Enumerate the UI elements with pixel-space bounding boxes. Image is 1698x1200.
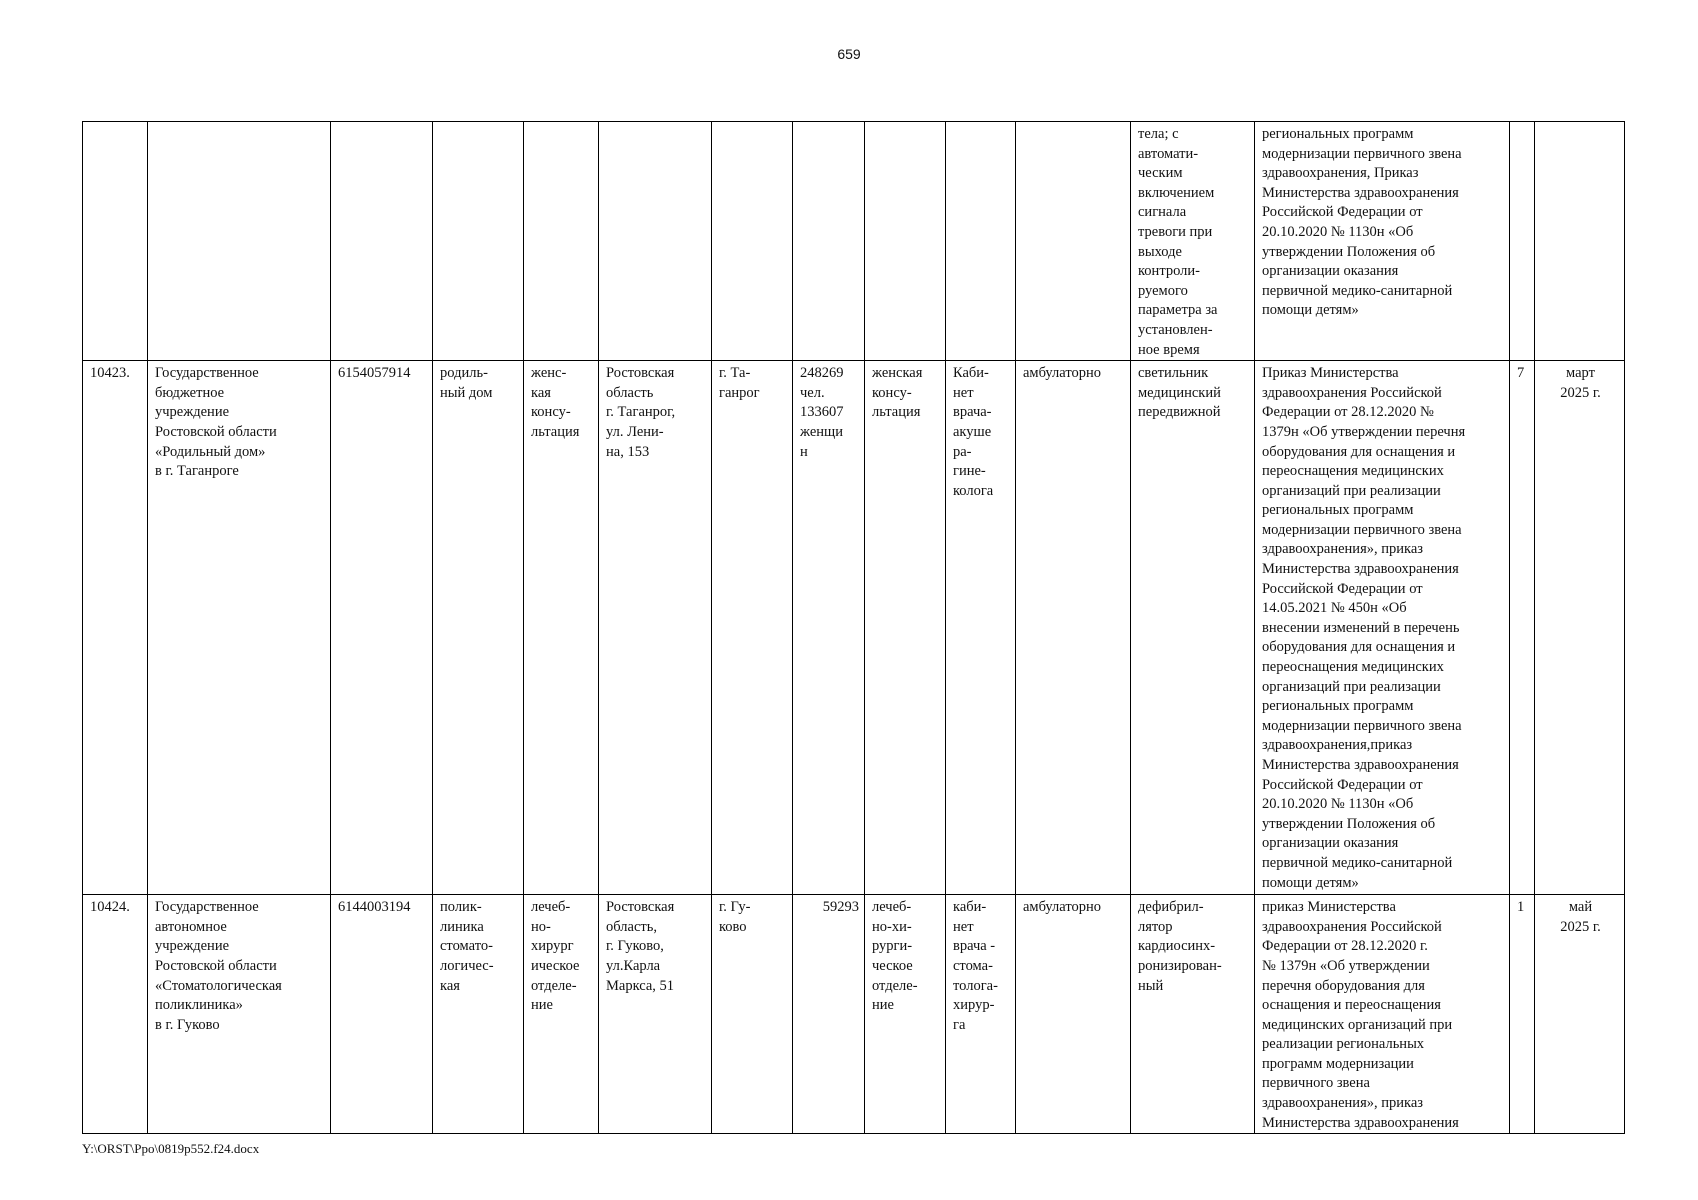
cell-population: 248269 чел. 133607 женщи н: [793, 361, 865, 895]
cell-quantity: 7: [1510, 361, 1535, 895]
cell-organization: Государственное бюджетное учреждение Ростовской области «Родильный дом» в г. Таганроге: [148, 361, 331, 895]
cell-unit: женская консу- льтация: [865, 361, 946, 895]
table-row: [83, 361, 1625, 895]
cell-city: г. Гу- ково: [712, 895, 793, 1134]
cell-room: каби- нет врача - стома- толога- хирур- га: [946, 895, 1016, 1134]
cell-basis: Приказ Министерства здравоохранения Российской Федерации от 28.12.2020 № 1379н «Об утверждении перечня оборудования для оснащения и переоснащения медицинских организаций при реализации региональных программ модернизации первичного звена здравоохранения», приказ Министерства здравоохранения Российской Федерации от 14.05.2021 № 450н «Об внесении изменений в перечень оборудования для оснащения и переоснащения медицинских организаций при реализации региональных программ модернизации первичного звена здравоохранения,приказ Министерства здравоохранения Российской Федерации от 20.10.2020 № 1130н «Об утверждении Положения об организации оказания первичной медико-санитарной помощи детям»: [1255, 361, 1510, 895]
cell-room: [946, 122, 1016, 361]
cell-unit: лечеб- но-хи- рурги- ческое отделе- ние: [865, 895, 946, 1134]
cell-num: 10423.: [83, 361, 148, 895]
cell-department: женс- кая консу- льтация: [524, 361, 599, 895]
cell-date: май 2025 г.: [1535, 895, 1625, 1134]
cell-date: март 2025 г.: [1535, 361, 1625, 895]
cell-quantity: [1510, 122, 1535, 361]
cell-quantity: 1: [1510, 895, 1535, 1134]
cell-care-type: [1016, 122, 1131, 361]
cell-equipment: светильник медицинский передвижной: [1131, 361, 1255, 895]
table-row: [83, 122, 1625, 361]
cell-type: [433, 122, 524, 361]
cell-inn: [331, 122, 433, 361]
cell-num: 10424.: [83, 895, 148, 1134]
cell-inn: 6154057914: [331, 361, 433, 895]
cell-department: лечеб- но- хирург ическое отделе- ние: [524, 895, 599, 1134]
cell-equipment: тела; с автомати- ческим включением сигнала тревоги при выходе контроли- руемого параметра за установлен- ное время: [1131, 122, 1255, 361]
cell-type: полик- линика стомато- логичес- кая: [433, 895, 524, 1134]
cell-type: родиль- ный дом: [433, 361, 524, 895]
cell-basis: приказ Министерства здравоохранения Российской Федерации от 28.12.2020 г. № 1379н «Об утверждении перечня оборудования для оснащения и переоснащения медицинских организаций при реализации региональных программ модернизации первичного звена здравоохранения», приказ Министерства здравоохранения: [1255, 895, 1510, 1134]
table-row: [83, 895, 1625, 1134]
cell-address: Ростовская область, г. Гуково, ул.Карла Маркса, 51: [599, 895, 712, 1134]
cell-city: г. Та- ганрог: [712, 361, 793, 895]
cell-population: [793, 122, 865, 361]
footer-file-path: Y:\ORST\Ppo\0819p552.f24.docx: [82, 1141, 260, 1156]
cell-organization: [148, 122, 331, 361]
cell-city: [712, 122, 793, 361]
page-number: 659: [837, 46, 861, 62]
cell-basis: региональных программ модернизации первичного звена здравоохранения, Приказ Министерства здравоохранения Российской Федерации от 20.10.2020 № 1130н «Об утверждении Положения об организации оказания первичной медико-санитарной помощи детям»: [1255, 122, 1510, 361]
cell-num: [83, 122, 148, 361]
equipment-table: [82, 121, 1625, 1134]
cell-care-type: амбулаторно: [1016, 361, 1131, 895]
cell-inn: 6144003194: [331, 895, 433, 1134]
cell-unit: [865, 122, 946, 361]
cell-address: [599, 122, 712, 361]
cell-care-type: амбулаторно: [1016, 895, 1131, 1134]
cell-organization: Государственное автономное учреждение Ростовской области «Стоматологическая поликлиника» в г. Гуково: [148, 895, 331, 1134]
cell-date: [1535, 122, 1625, 361]
cell-equipment: дефибрил- лятор кардиосинх- ронизирован- ный: [1131, 895, 1255, 1134]
cell-address: Ростовская область г. Таганрог, ул. Лени- на, 153: [599, 361, 712, 895]
cell-department: [524, 122, 599, 361]
cell-population: 59293: [793, 895, 865, 1134]
cell-room: Каби- нет врача- акуше ра- гине- колога: [946, 361, 1016, 895]
